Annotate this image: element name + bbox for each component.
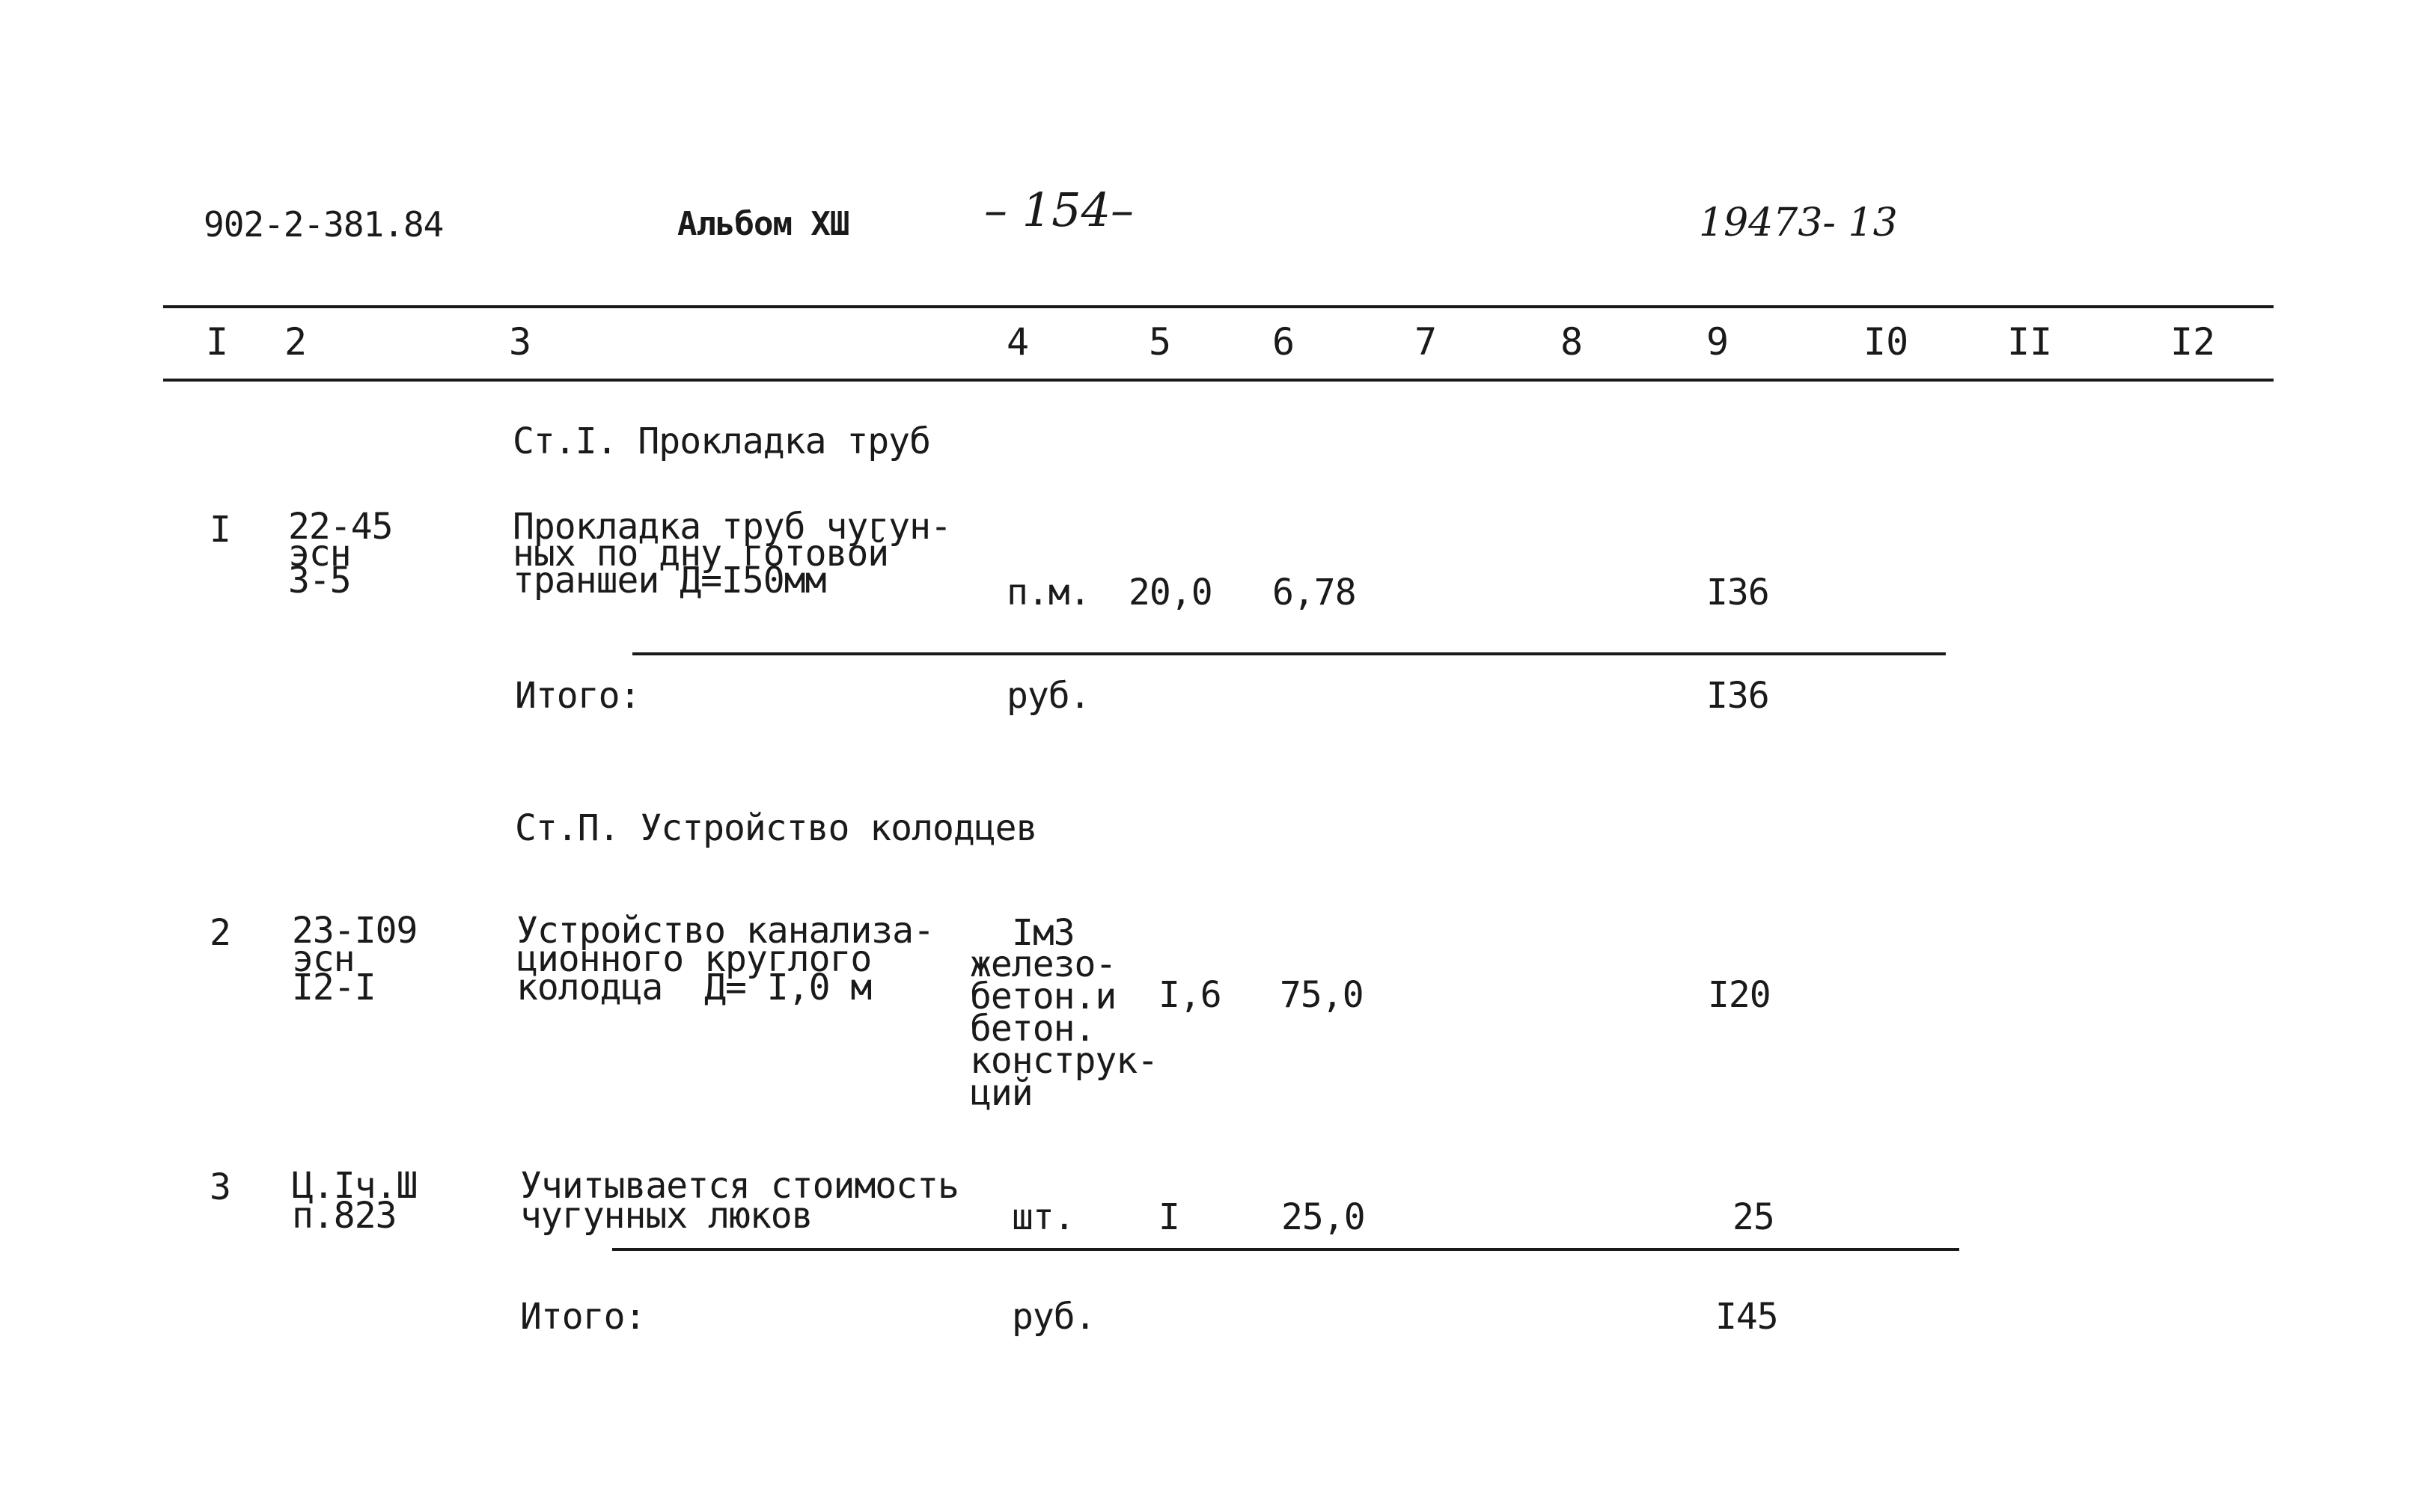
row-3-quantity: I (1158, 1196, 1179, 1238)
row-2-quantity: I,6 (1158, 974, 1221, 1016)
album-label: Альбом XШ (677, 205, 849, 243)
section-2-subtotal-total: I45 (1715, 1296, 1778, 1338)
registration-number: 19473- 13 (1699, 201, 1898, 245)
col-header-10: I0 (1863, 320, 1909, 364)
section-2-subtotal-label: Итого: (520, 1296, 646, 1338)
header-bottom-rule (163, 379, 2274, 382)
section-2-total-rule (612, 1248, 1959, 1251)
row-1-description: Прокладка труб чугун- ных по дну готовой траншеи Д=I50мм (513, 506, 951, 602)
row-1-code: 22-45 эсн 3-5 (288, 506, 393, 602)
row-3-code: Ц.Iч.Ш п.823 (292, 1165, 418, 1237)
section-2-title: Ст.П. Устройство колодцев (515, 807, 1037, 849)
row-3-description: Учитывается стоимость чугунных люков (520, 1165, 959, 1237)
col-header-3: 3 (509, 320, 532, 364)
col-header-5: 5 (1149, 320, 1172, 364)
col-header-4: 4 (1007, 320, 1030, 364)
row-1-quantity: 20,0 (1129, 572, 1212, 613)
section-1-title: Ст.I. Прокладка труб (513, 420, 930, 462)
section-1-subtotal-label: Итого: (515, 675, 641, 717)
row-1-unit: п.м. (1007, 572, 1090, 613)
row-2-number: 2 (210, 912, 231, 954)
row-2-total: I20 (1708, 974, 1771, 1016)
col-header-9: 9 (1706, 320, 1729, 364)
row-2-unit-head: IмЗ (1012, 912, 1075, 954)
col-header-1: I (206, 320, 229, 364)
section-2-subtotal-unit: руб. (1012, 1296, 1096, 1338)
row-2-description: Устройство канализа- ционного круглого колодца Д= I,0 м (516, 910, 934, 1008)
col-header-12: I2 (2170, 320, 2216, 364)
row-3-number: 3 (210, 1166, 231, 1208)
section-1-total-rule (632, 652, 1946, 655)
col-header-8: 8 (1560, 320, 1584, 364)
col-header-2: 2 (284, 320, 308, 364)
header-top-rule (163, 305, 2274, 308)
section-1-subtotal-unit: руб. (1007, 675, 1090, 717)
row-3-unit-price: 25,0 (1281, 1196, 1365, 1238)
row-1-number: I (210, 509, 231, 551)
col-header-7: 7 (1414, 320, 1438, 364)
row-2-code: 23-I09 эсн I2-I (292, 910, 418, 1008)
page-number: – 154– (984, 183, 1135, 237)
row-1-unit-price: 6,78 (1272, 572, 1356, 613)
row-2-unit-price: 75,0 (1280, 974, 1364, 1016)
row-1-total: I36 (1706, 572, 1769, 613)
row-3-unit: шт. (1012, 1196, 1075, 1238)
row-2-unit-detail: железо- бетон.и бетон. конструк- ций (970, 943, 1158, 1114)
col-header-6: 6 (1272, 320, 1295, 364)
document-code: 902-2-381.84 (204, 204, 444, 245)
section-1-subtotal-total: I36 (1706, 675, 1769, 717)
col-header-11: II (2007, 320, 2053, 364)
row-3-total: 25 (1732, 1196, 1774, 1238)
